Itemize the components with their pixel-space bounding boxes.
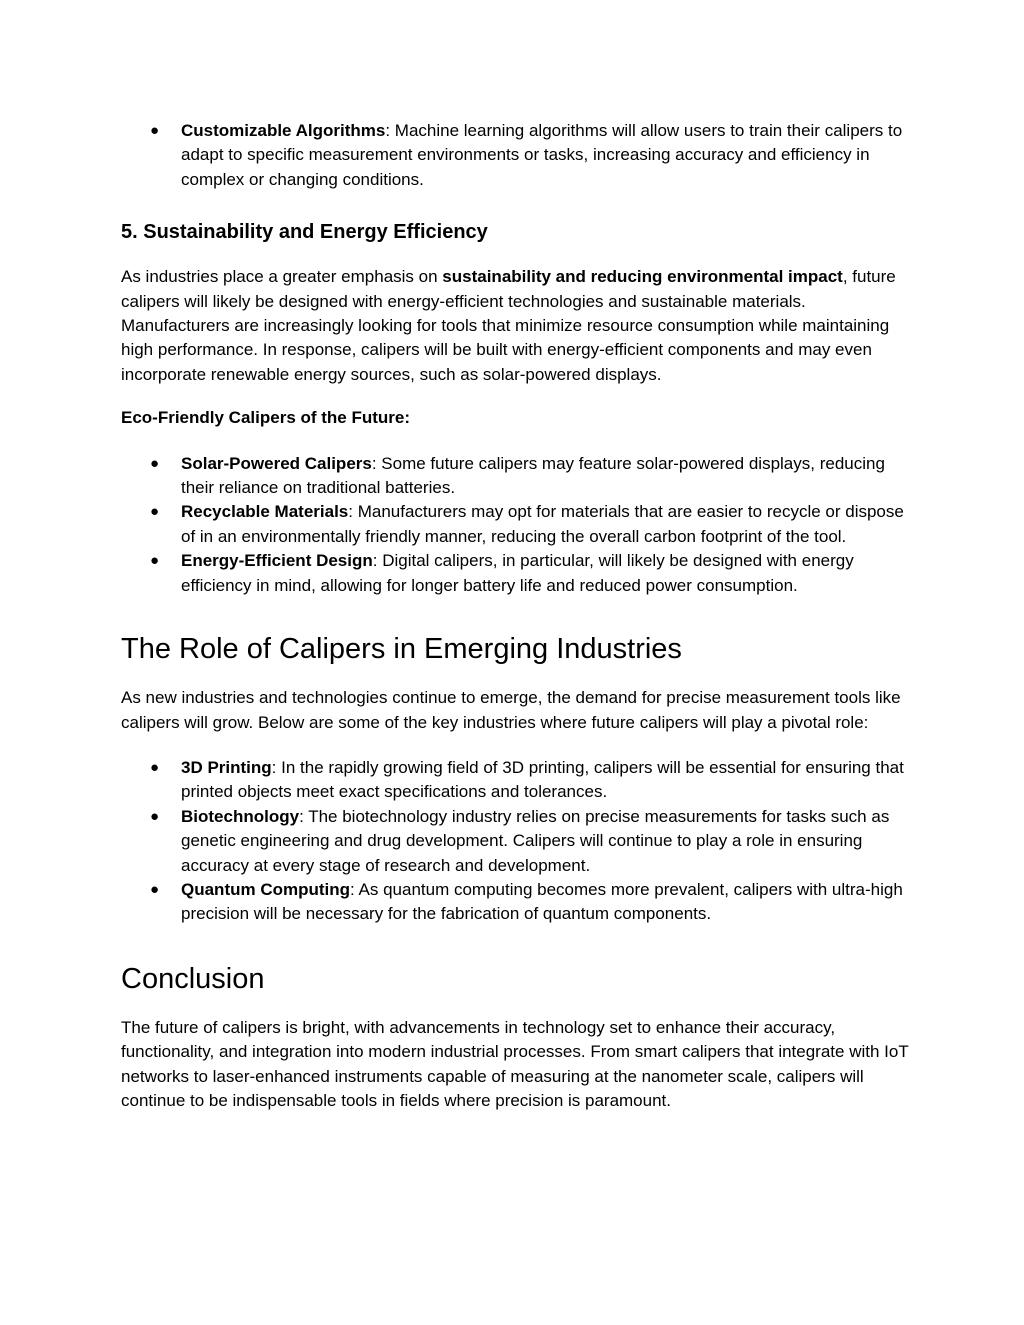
list-item-term: Recyclable Materials <box>181 502 349 522</box>
eco-friendly-list <box>121 452 911 598</box>
conclusion-paragraph: The future of calipers is bright, with advancements in technology set to enhance their accuracy, functionality, and integration into modern industrial processes. From smart calipers that integrate with IoT networks to laser-enhanced instruments capable of measuring at the nanometer scale, calipers will continue to be indispensable tools in fields where precision is paramount. <box>121 1017 909 1110</box>
list-item <box>121 756 911 805</box>
paragraph-text: , future calipers will likely be designed with energy-efficient technologies and sustainable materials. Manufacturers are increasingly looking for tools that minimize resource consumption while maintaining high performance. In response, calipers will be built with energy-efficient components and may even incorporate renewable energy sources, such as solar-powered displays. <box>121 267 896 384</box>
list-item-text: : Manufacturers may opt for materials that are easier to recycle or dispose of in an environmentally friendly manner, reducing the overall carbon footprint of the tool. <box>181 502 904 546</box>
list-item-term: Energy-Efficient Design <box>181 551 373 571</box>
document-page <box>121 118 911 1113</box>
list-item-text: : Digital calipers, in particular, will likely be designed with energy efficiency in mind, allowing for longer battery life and reduced power consumption. <box>181 551 854 595</box>
list-item-term: Quantum Computing <box>181 879 351 899</box>
bullet-icon: ● <box>150 880 160 898</box>
paragraph-text: As industries place a greater emphasis on <box>121 267 443 287</box>
emerging-intro-paragraph: As new industries and technologies continue to emerge, the demand for precise measurement tools like calipers will grow. Below are some of the key industries where future calipers will play a pivotal role: <box>121 688 901 732</box>
bullet-icon: ● <box>150 122 160 139</box>
list-item-text: : In the rapidly growing field of 3D printing, calipers will be essential for ensuring that printed objects meet exact specifications and tolerances. <box>181 757 904 802</box>
list-item <box>121 549 911 598</box>
list-item-term: Customizable Algorithms <box>181 121 386 140</box>
list-item <box>121 878 911 927</box>
list-item-text: : Machine learning algorithms will allow users to train their calipers to adapt to specific measurement environments or tasks, increasing accuracy and efficiency in complex or changing conditions. <box>181 121 903 189</box>
bullet-icon: ● <box>150 503 160 521</box>
paragraph-emphasis: sustainability and reducing environmental impact <box>442 267 843 287</box>
section-heading-emerging-industries: The Role of Calipers in Emerging Industries <box>121 633 682 666</box>
list-item-text: : The biotechnology industry relies on precise measurements for tasks such as genetic engineering and drug development. Calipers will continue to play a role in ensuring accuracy at every stage of research and development. <box>181 806 890 875</box>
bullet-icon: ● <box>150 454 160 472</box>
list-item-term: 3D Printing <box>181 757 272 777</box>
list-item-term: Biotechnology <box>181 806 300 826</box>
industries-list <box>121 756 911 927</box>
sustainability-paragraph <box>121 265 911 387</box>
list-item <box>121 805 911 878</box>
list-item-text: : Some future calipers may feature solar-powered displays, reducing their reliance on traditional batteries. <box>181 453 885 498</box>
list-item <box>121 500 911 549</box>
list-item <box>121 119 911 192</box>
section-heading-conclusion: Conclusion <box>121 962 265 995</box>
list-item <box>121 452 911 501</box>
list-item-text: : As quantum computing becomes more prevalent, calipers with ultra-high precision will be necessary for the fabrication of quantum components. <box>181 879 903 924</box>
bullet-icon: ● <box>150 758 160 776</box>
bullet-icon: ● <box>150 552 160 570</box>
section-heading-sustainability: 5. Sustainability and Energy Efficiency <box>121 221 488 244</box>
algorithms-list <box>121 119 911 192</box>
bullet-icon: ● <box>150 807 160 825</box>
subheading-eco-friendly: Eco-Friendly Calipers of the Future: <box>121 408 411 428</box>
list-item-term: Solar-Powered Calipers <box>181 453 372 473</box>
